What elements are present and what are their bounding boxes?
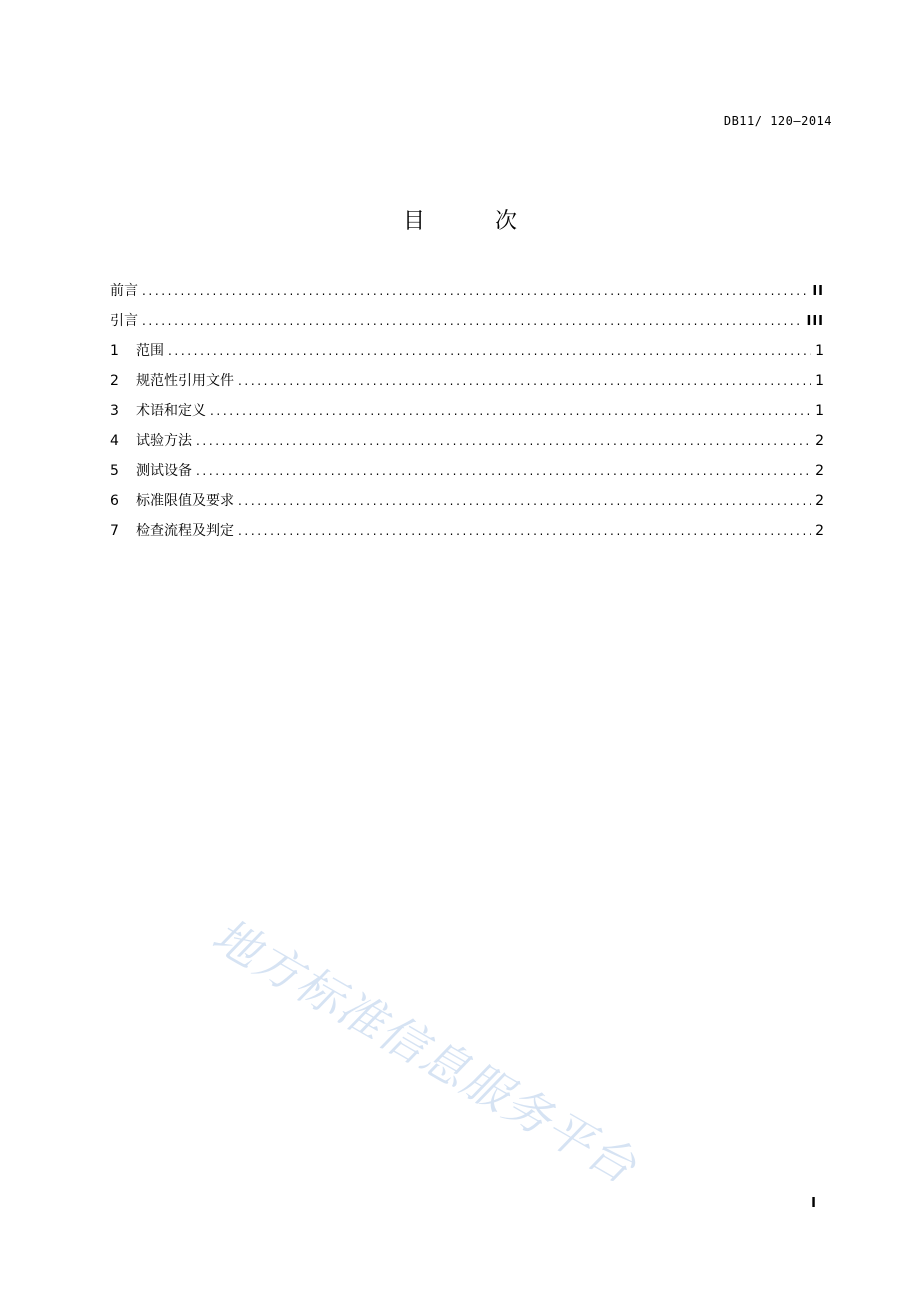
toc-entry-2[interactable] bbox=[110, 368, 824, 398]
toc-entry-page: II bbox=[812, 284, 824, 299]
toc-entry-preface[interactable] bbox=[110, 278, 824, 308]
toc-entry-label: 范围 bbox=[136, 343, 164, 359]
toc-entry-label: 标准限值及要求 bbox=[136, 493, 234, 509]
toc-entry-6[interactable] bbox=[110, 488, 824, 518]
toc-entry-7[interactable] bbox=[110, 518, 824, 548]
toc-dot-leader bbox=[168, 338, 811, 364]
toc-entry-page: 1 bbox=[815, 373, 824, 389]
toc-entry-label: 引言 bbox=[110, 313, 138, 329]
toc-entry-number: 2 bbox=[110, 373, 119, 389]
toc-entry-number: 4 bbox=[110, 433, 119, 449]
toc-dot-leader bbox=[196, 458, 811, 484]
toc-dot-leader bbox=[238, 518, 811, 544]
toc-entry-page: 2 bbox=[815, 493, 824, 509]
toc-entry-1[interactable] bbox=[110, 338, 824, 368]
toc-entry-3[interactable] bbox=[110, 398, 824, 428]
table-of-contents bbox=[110, 278, 824, 548]
toc-entry-number: 5 bbox=[110, 463, 119, 479]
toc-entry-page: III bbox=[806, 314, 824, 329]
toc-dot-leader bbox=[210, 398, 811, 424]
toc-entry-page: 2 bbox=[815, 523, 824, 539]
toc-entry-page: 1 bbox=[815, 403, 824, 419]
toc-dot-leader bbox=[196, 428, 811, 454]
toc-entry-5[interactable] bbox=[110, 458, 824, 488]
toc-entry-number: 1 bbox=[110, 343, 119, 359]
toc-entry-number: 3 bbox=[110, 403, 119, 419]
toc-entry-4[interactable] bbox=[110, 428, 824, 458]
toc-dot-leader bbox=[142, 308, 802, 334]
toc-entry-number: 6 bbox=[110, 493, 119, 509]
toc-entry-label: 术语和定义 bbox=[136, 403, 206, 419]
toc-dot-leader bbox=[238, 488, 811, 514]
toc-entry-introduction[interactable] bbox=[110, 308, 824, 338]
toc-entry-page: 2 bbox=[815, 433, 824, 449]
toc-dot-leader bbox=[142, 278, 808, 304]
toc-entry-label: 前言 bbox=[110, 283, 138, 299]
page-title: 目 次 bbox=[402, 209, 541, 234]
watermark: 地方标准信息服务平台 bbox=[203, 907, 647, 1195]
toc-entry-label: 检查流程及判定 bbox=[136, 523, 234, 539]
toc-dot-leader bbox=[238, 368, 811, 394]
toc-entry-page: 2 bbox=[815, 463, 824, 479]
document-code: DB11/ 120—2014 bbox=[723, 114, 832, 128]
toc-entry-page: 1 bbox=[815, 343, 824, 359]
page-number: I bbox=[811, 1196, 816, 1211]
toc-entry-label: 规范性引用文件 bbox=[136, 373, 234, 389]
toc-entry-label: 试验方法 bbox=[136, 433, 192, 449]
toc-entry-number: 7 bbox=[110, 523, 119, 539]
toc-entry-label: 测试设备 bbox=[136, 463, 192, 479]
